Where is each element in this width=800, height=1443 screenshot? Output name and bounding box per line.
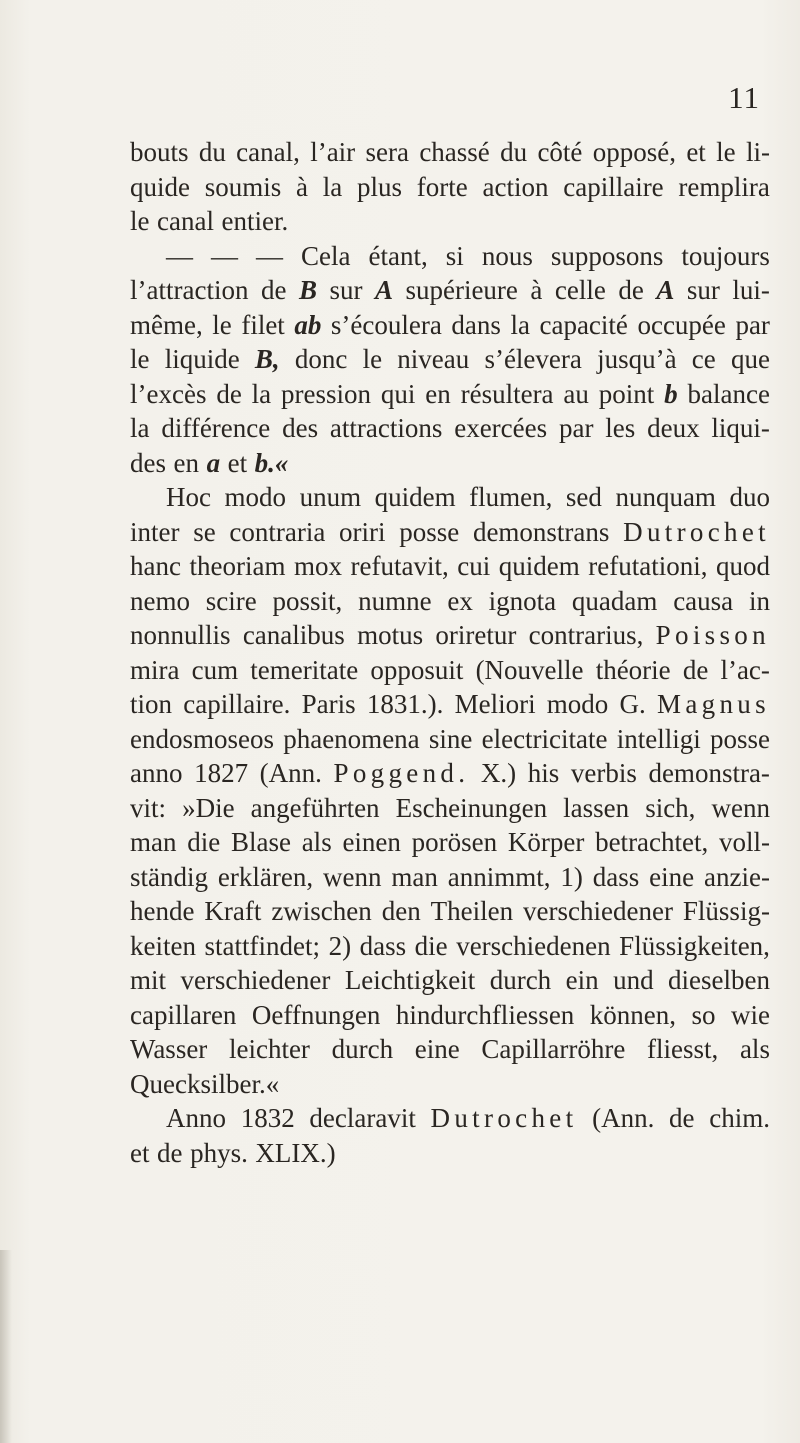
word: A (374, 275, 393, 305)
word: können, (589, 999, 676, 1030)
word: Flüssig- (682, 896, 770, 926)
word: durch (489, 965, 552, 995)
word: niveau (397, 344, 470, 374)
word: — (211, 240, 239, 271)
word: posse (399, 516, 460, 547)
word: action (482, 171, 549, 202)
word: l’ac- (720, 654, 770, 685)
word: Capillarröhre (481, 1034, 626, 1064)
word: refutavit, (350, 551, 449, 581)
word: par (558, 413, 594, 443)
text-line (130, 342, 770, 377)
word: toujours (681, 240, 770, 271)
word: demonstra- (648, 758, 770, 788)
word: mit (130, 965, 167, 995)
word: attractions (329, 413, 443, 443)
word: l’attraction (130, 275, 249, 305)
word: ab (294, 309, 322, 340)
page-number: 11 (728, 80, 760, 115)
word: résultera (460, 378, 554, 409)
word: entier. (221, 206, 289, 236)
word: Poisson (655, 620, 770, 650)
word: den (381, 896, 421, 926)
word: hende (130, 896, 195, 926)
text-line (130, 1067, 770, 1102)
word: intelligi (616, 723, 701, 754)
word: die (414, 930, 448, 961)
word: Cela (301, 240, 351, 271)
word: als (739, 1034, 770, 1064)
word: chim. (709, 1103, 770, 1133)
word: inter (130, 516, 180, 547)
word: eine (414, 1034, 460, 1064)
word: liqui- (711, 413, 770, 443)
text-line (130, 584, 770, 619)
word: liquide (164, 344, 240, 374)
word: capillaire (563, 171, 664, 202)
word: duo (729, 482, 770, 512)
word: Hoc (166, 482, 211, 512)
word: G. (619, 689, 646, 719)
word: théorie (595, 654, 671, 685)
text-line (130, 1136, 770, 1171)
text-line (130, 929, 770, 964)
word: le (212, 309, 232, 340)
text-line (130, 273, 770, 308)
word: deux (647, 413, 700, 443)
word: die (187, 827, 221, 857)
word: Dutrochet (430, 1103, 578, 1133)
word: und (613, 965, 654, 995)
word: flumen, (469, 482, 553, 512)
word: jusqu’à (597, 344, 677, 374)
word: exercées (454, 413, 548, 443)
text-line (130, 722, 770, 757)
word: remplira (678, 171, 770, 202)
word: anzie- (704, 861, 770, 892)
word: soumis (204, 171, 282, 202)
text-line (130, 446, 770, 481)
word: erklären, (217, 861, 314, 892)
text-line (130, 963, 770, 998)
word: contrarius, (528, 620, 644, 650)
word: sich, (645, 792, 696, 823)
word: du (500, 137, 528, 167)
word: — (166, 240, 193, 271)
word: l’air (310, 137, 356, 167)
word: refutationi, (588, 551, 708, 581)
word: et (130, 1137, 150, 1168)
word: ex (447, 585, 473, 616)
text-line (130, 411, 770, 446)
word: oriretur (435, 620, 517, 650)
text-line (130, 860, 770, 895)
word: étant, (368, 240, 428, 271)
word: plus (357, 171, 403, 202)
word: Anno (166, 1103, 226, 1133)
word: par (735, 309, 770, 340)
word: einen (342, 827, 401, 857)
word: le (362, 344, 383, 374)
word: motus (357, 620, 424, 650)
word: Körper (507, 827, 585, 857)
word: Quecksilber.« (130, 1068, 280, 1099)
word: 1832 (240, 1103, 295, 1133)
word: posse (709, 723, 770, 754)
word: des (130, 447, 166, 478)
word: nemo (130, 585, 190, 616)
word: les (605, 413, 636, 443)
word: la (322, 171, 343, 202)
word: — (256, 240, 284, 271)
word: phaenomena (283, 723, 420, 754)
word: Kraft (204, 896, 262, 926)
word: canalibus (242, 620, 345, 650)
word: Poggend. (333, 758, 470, 788)
word: le (130, 206, 150, 236)
word: côté (537, 137, 583, 167)
text-line (130, 756, 770, 791)
word: numne (358, 585, 432, 616)
text-line (130, 618, 770, 653)
word: en (425, 378, 451, 409)
word: voll- (719, 827, 770, 857)
word: als (301, 827, 332, 857)
word: demonstrans (472, 516, 610, 547)
word: à (530, 275, 543, 305)
text-line (130, 894, 770, 929)
word: causa (673, 585, 734, 616)
word: Theilen (430, 896, 514, 926)
text-line (130, 825, 770, 860)
word: Magnus (657, 689, 770, 719)
word: dans (451, 309, 501, 340)
word: se (193, 516, 216, 547)
word: Dutrochet (623, 516, 770, 547)
word: ce (691, 344, 716, 374)
word: phys. (190, 1137, 248, 1168)
word: betrachtet, (595, 827, 709, 857)
word: au (563, 378, 589, 409)
word: eine (649, 861, 695, 892)
word: de (669, 1103, 695, 1133)
word: Paris (301, 689, 356, 719)
word: tion (130, 689, 173, 719)
word: lassen (563, 792, 630, 823)
word: so (691, 999, 716, 1030)
word: quod (716, 551, 770, 581)
word: canal, (236, 137, 300, 167)
word: his (527, 758, 560, 788)
text-line (130, 1032, 770, 1067)
text-line (130, 204, 770, 239)
word: sine (428, 723, 473, 754)
word: unum (299, 482, 362, 512)
word: B, (254, 344, 280, 374)
word: (Nouvelle (475, 654, 584, 685)
word: man (130, 827, 177, 857)
text-line (130, 791, 770, 826)
word: nonnullis (130, 620, 231, 650)
word: dass (359, 930, 407, 961)
word: in (748, 585, 770, 616)
word: que (730, 344, 770, 374)
word: 1) (560, 861, 583, 892)
word: s’écoulera (330, 309, 442, 340)
text-line (130, 653, 770, 688)
word: Blase (230, 827, 291, 857)
word: capillaren (130, 999, 237, 1030)
word: b.« (254, 447, 289, 478)
word: modo (546, 689, 609, 719)
word: lui- (732, 275, 770, 305)
word: celle (554, 275, 606, 305)
word: durch (331, 1034, 394, 1064)
word: (Ann. (592, 1103, 655, 1133)
text-line (130, 377, 770, 412)
text-line (130, 549, 770, 584)
word: B (298, 275, 317, 305)
word: contraria (229, 516, 326, 547)
word: balance (687, 378, 770, 409)
word: angeführten (250, 792, 380, 823)
word: capacité (539, 309, 628, 340)
word: cum (191, 654, 239, 685)
word: et (227, 447, 248, 478)
word: nunquam (615, 482, 716, 512)
word: mira (130, 654, 180, 685)
word: quidem (374, 482, 456, 512)
word: hanc (130, 551, 181, 581)
word: Escheinungen (395, 792, 548, 823)
text-line (130, 998, 770, 1033)
word: bouts (130, 137, 189, 167)
word: donc (294, 344, 348, 374)
word: nous (481, 240, 533, 271)
word: chassé (419, 137, 490, 167)
word: Wasser (130, 1034, 208, 1064)
word: opposuit (370, 654, 464, 685)
word: verschiedener (180, 965, 331, 995)
text-line (130, 687, 770, 722)
word: vit: (130, 792, 167, 823)
word: occupée (637, 309, 726, 340)
word: theoriam (189, 551, 286, 581)
word: mox (293, 551, 342, 581)
word: Meliori (454, 689, 536, 719)
text-line (130, 308, 770, 343)
word: de (618, 275, 644, 305)
word: différence (161, 413, 271, 443)
word: si (445, 240, 464, 271)
word: keiten (130, 930, 196, 961)
word: sur (329, 275, 363, 305)
word: ignota (488, 585, 557, 616)
word: scire (205, 585, 257, 616)
word: même, (130, 309, 203, 340)
word: quadam (571, 585, 658, 616)
word: et (686, 137, 706, 167)
text-line (130, 170, 770, 205)
word: sur (686, 275, 720, 305)
word: en (173, 447, 200, 478)
text-line (130, 1101, 770, 1136)
word: modo (224, 482, 287, 512)
word: 1831.). (366, 689, 444, 719)
word: Leichtigkeit (344, 965, 476, 995)
word: declaravit (309, 1103, 416, 1133)
word: le (130, 344, 150, 374)
word: (Ann. (259, 758, 322, 788)
word: à (296, 171, 309, 202)
word: s’élevera (484, 344, 582, 374)
word: quide (130, 171, 190, 202)
word: Flüssigkeiten, (619, 930, 770, 961)
word: de (216, 378, 242, 409)
word: l’excès (130, 378, 207, 409)
word: Oeffnungen (251, 999, 381, 1030)
word: verschiedenen (456, 930, 611, 961)
word: qui (380, 378, 416, 409)
word: 2) (328, 930, 352, 961)
word: quidem (498, 551, 580, 581)
word: porösen (411, 827, 498, 857)
word: hindurchfliessen (395, 999, 575, 1030)
text-line (130, 135, 770, 170)
word: de (682, 654, 709, 685)
word: man (391, 861, 438, 892)
word: ein (565, 965, 599, 995)
word: opposé, (592, 137, 676, 167)
word: electricitate (481, 723, 608, 754)
word: wenn (322, 861, 382, 892)
word: du (198, 137, 226, 167)
word: verschiedener (523, 896, 673, 926)
word: supposons (550, 240, 664, 271)
word: endosmoseos (130, 723, 274, 754)
word: zwischen (271, 896, 372, 926)
word: la (130, 413, 150, 443)
word: verbis (570, 758, 637, 788)
word: ständig (130, 861, 208, 892)
word: annimmt, (447, 861, 551, 892)
word: sed (565, 482, 602, 512)
word: forte (416, 171, 468, 202)
word: »Die (182, 792, 235, 823)
word: XLIX.) (255, 1137, 336, 1168)
word: capillaire. (183, 689, 291, 719)
text-line (130, 515, 770, 550)
word: leichter (228, 1034, 310, 1064)
word: sera (365, 137, 409, 167)
word: wenn (711, 792, 770, 823)
word: de (260, 275, 287, 305)
word: li- (745, 137, 770, 167)
word: des (282, 413, 319, 443)
word: anno (130, 758, 183, 788)
word: dass (592, 861, 640, 892)
word: A (656, 275, 675, 305)
word: oriri (339, 516, 386, 547)
word: la (251, 378, 272, 409)
word: possit, (272, 585, 343, 616)
word: wie (730, 999, 770, 1030)
word: temeritate (250, 654, 359, 685)
word: stattfindet; (204, 930, 321, 961)
word: fliesst, (647, 1034, 719, 1064)
word: point (598, 378, 655, 409)
body-text (130, 135, 770, 1170)
text-line (130, 239, 770, 274)
word: 1827 (194, 758, 249, 788)
text-line (130, 480, 770, 515)
word: filet (241, 309, 285, 340)
page-edge-shadow (0, 1250, 12, 1443)
word: de (157, 1137, 183, 1168)
word: b (664, 378, 678, 409)
word: X.) (480, 758, 517, 788)
word: canal (157, 206, 214, 236)
word: la (510, 309, 530, 340)
word: pression (281, 378, 372, 409)
word: supérieure (405, 275, 518, 305)
word: cui (457, 551, 491, 581)
word: le (716, 137, 736, 167)
word: dieselben (668, 965, 770, 995)
word: a (206, 447, 221, 478)
